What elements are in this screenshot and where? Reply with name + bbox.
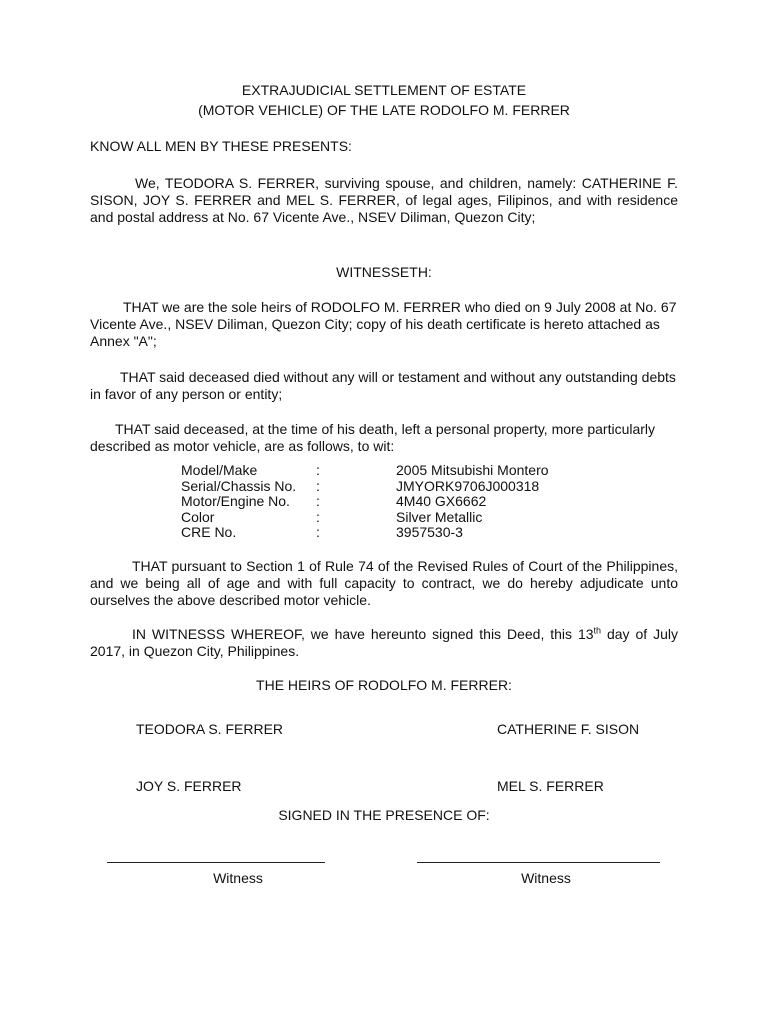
heir-catherine: CATHERINE F. SISON xyxy=(497,721,640,737)
heir-teodora: TEODORA S. FERRER xyxy=(136,721,284,737)
clause-no-will: THAT said deceased died without any will or testament and without any outstanding debts in favor of any person or entity; xyxy=(90,369,676,402)
in-witness-text-before: IN WITNESSS WHEREOF, we have hereunto signed this Deed, this 13 xyxy=(132,626,594,642)
vehicle-row-model xyxy=(181,463,549,479)
witnesseth-heading: WITNESSETH: xyxy=(336,264,432,280)
signed-presence-heading: SIGNED IN THE PRESENCE OF: xyxy=(278,807,490,823)
know-all-heading: KNOW ALL MEN BY THESE PRESENTS: xyxy=(90,138,352,154)
vehicle-separator: : xyxy=(316,508,320,525)
intro-paragraph: We, TEODORA S. FERRER, surviving spouse, and children, namely: CATHERINE F. SISON, JOY S. FERRER and MEL S. FERRER, of legal ages, Filipinos, and with residence and postal address at No. 67 Vicente Ave., NSEV Diliman, Quezon City; xyxy=(90,175,678,225)
vehicle-label: Color xyxy=(181,508,215,525)
vehicle-label: Motor/Engine No. xyxy=(181,493,290,509)
heir-joy: JOY S. FERRER xyxy=(136,778,242,794)
vehicle-value: 4M40 GX6662 xyxy=(396,493,487,509)
vehicle-separator: : xyxy=(316,493,320,509)
day-ordinal-suffix: th xyxy=(593,625,602,636)
vehicle-row-engine xyxy=(181,494,549,510)
vehicle-row-chassis xyxy=(181,479,549,495)
heirs-heading: THE HEIRS OF RODOLFO M. FERRER: xyxy=(256,677,512,693)
vehicle-value: 2005 Mitsubishi Montero xyxy=(396,462,549,478)
vehicle-label: CRE No. xyxy=(181,524,237,540)
clause-personal-property: THAT said deceased, at the time of his death, left a personal property, more particularly described as motor vehicle, are as follows, to wit: xyxy=(90,421,656,454)
vehicle-row-cre xyxy=(181,525,549,541)
document-title-line1: EXTRAJUDICIAL SETTLEMENT OF ESTATE xyxy=(241,82,527,98)
heir-mel: MEL S. FERRER xyxy=(497,778,604,794)
witness-label-left: Witness xyxy=(213,870,263,886)
vehicle-label: Serial/Chassis No. xyxy=(181,477,297,494)
vehicle-value: Silver Metallic xyxy=(396,508,483,525)
vehicle-label: Model/Make xyxy=(181,462,258,478)
signature-line-right xyxy=(417,862,660,863)
vehicle-details-table xyxy=(181,463,549,541)
clause-rule-74: THAT pursuant to Section 1 of Rule 74 of the Revised Rules of Court of the Philippines, and we being all of age and with full capacity to contract, we do hereby adjudicate unto ourselves the above described motor vehicle. xyxy=(90,558,678,608)
clause-sole-heirs: THAT we are the sole heirs of RODOLFO M. FERRER who died on 9 July 2008 at No. 67 Vicente Ave., NSEV Diliman, Quezon City; copy of his death certificate is hereto attached as Annex "A"; xyxy=(90,299,677,349)
vehicle-separator: : xyxy=(316,462,320,478)
document-title-line2: (MOTOR VEHICLE) OF THE LATE RODOLFO M. FERRER xyxy=(198,102,570,118)
in-witness-paragraph xyxy=(90,626,678,660)
in-witness-text-after: day of July 2017, in Quezon City, Philippines. xyxy=(90,626,678,659)
vehicle-separator: : xyxy=(316,524,320,540)
signature-line-left xyxy=(107,862,325,863)
vehicle-value: 3957530-3 xyxy=(396,524,463,540)
vehicle-row-color xyxy=(181,510,549,526)
witness-label-right: Witness xyxy=(521,870,571,886)
vehicle-separator: : xyxy=(316,477,320,494)
vehicle-value: JMYORK9706J000318 xyxy=(396,477,540,494)
